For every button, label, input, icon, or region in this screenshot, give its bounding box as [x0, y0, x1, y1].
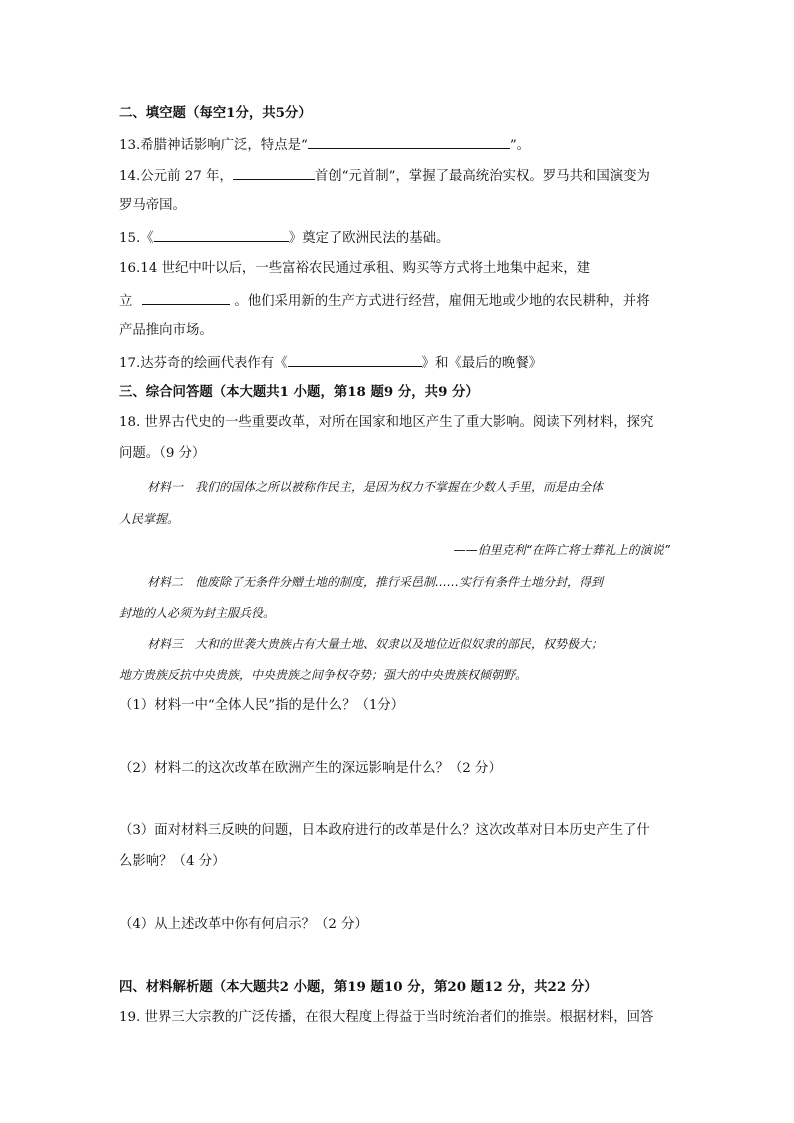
q15-text-a: 15.《 — [119, 231, 154, 246]
q14-text-b: 首创“元首制”，掌握了最高统治实权。罗马共和国演变为 — [314, 169, 650, 184]
question-18-intro-cont: 问题。（9 分） — [119, 446, 206, 461]
sub-question-3: （3）面对材料三反映的问题，日本政府进行的改革是什么？这次改革对日本历史产生了什 — [119, 823, 650, 838]
sub-question-1: （1）材料一中“全体人民”指的是什么？（1分） — [119, 698, 405, 713]
q17-text-b: 》和《最后的晚餐》 — [421, 356, 543, 371]
q13-blank[interactable] — [308, 135, 510, 149]
q16-blank[interactable] — [142, 291, 230, 305]
material-1: 材料一 我们的国体之所以被称作民主，是因为权力不掌握在少数人手里，而是由全体 — [147, 480, 604, 494]
q13-text-b: ”。 — [509, 138, 531, 153]
question-19: 19. 世界三大宗教的广泛传播，在很大程度上得益于当时统治者们的推崇。根据材料，回答 — [119, 1010, 654, 1025]
question-14-cont: 罗马帝国。 — [119, 198, 186, 213]
sub-question-4: （4）从上述改革中你有何启示？（2 分） — [119, 917, 368, 932]
question-17 — [119, 353, 542, 373]
q16-text-c: 。他们采用新的生产方式进行经营，雇佣无地或少地的农民耕种，并将 — [234, 294, 650, 309]
q14-text-a: 14.公元前 27 年， — [119, 169, 233, 184]
q17-text-a: 17.达芬奇的绘画代表作有《 — [119, 356, 288, 371]
question-15 — [119, 228, 449, 248]
section-2-heading: 二、填空题（每空1分，共5分） — [119, 105, 312, 121]
question-13 — [119, 135, 530, 155]
section-4-heading: 四、材料解析题（本大题共2 小题，第19 题10 分，第20 题12 分，共22 分） — [119, 979, 598, 995]
material-1-source: ——伯里克利“在阵亡将士葬礼上的演说” — [453, 543, 670, 557]
material-3-cont: 地方贵族反抗中央贵族，中央贵族之间争权夺势；强大的中央贵族权倾朝野。 — [119, 668, 528, 682]
q17-blank[interactable] — [288, 353, 422, 367]
question-14 — [119, 166, 650, 186]
q14-blank[interactable] — [233, 166, 315, 180]
q13-text-a: 13.希腊神话影响广泛，特点是“ — [119, 138, 308, 153]
q15-text-b: 》奠定了欧洲民法的基础。 — [288, 231, 450, 246]
material-2-cont: 封地的人必须为封主服兵役。 — [119, 606, 276, 620]
material-3: 材料三 大和的世袭大贵族占有大量土地、奴隶以及地位近似奴隶的部民，权势极大； — [147, 637, 604, 651]
question-16-end: 产品推向市场。 — [119, 323, 213, 338]
sub-question-3-cont: 么影响？（4 分） — [119, 854, 226, 869]
material-1-cont: 人民掌握。 — [119, 512, 180, 526]
q15-blank[interactable] — [154, 228, 289, 242]
question-18-intro: 18. 世界古代史的一些重要改革，对所在国家和地区产生了重大影响。阅读下列材料，探究 — [119, 415, 654, 430]
question-16: 16.14 世纪中叶以后，一些富裕农民通过承租、购买等方式将土地集中起来，建 — [119, 261, 591, 276]
sub-question-2: （2）材料二的这次改革在欧洲产生的深远影响是什么？（2 分） — [119, 761, 502, 776]
material-2: 材料二 他废除了无条件分赠土地的制度，推行采邑制……实行有条件土地分封，得到 — [147, 575, 604, 589]
question-16-cont — [119, 291, 650, 311]
q16-text-b: 立 — [119, 294, 133, 309]
section-3-heading: 三、综合问答题（本大题共1 小题，第18 题9 分，共9 分） — [119, 384, 479, 400]
